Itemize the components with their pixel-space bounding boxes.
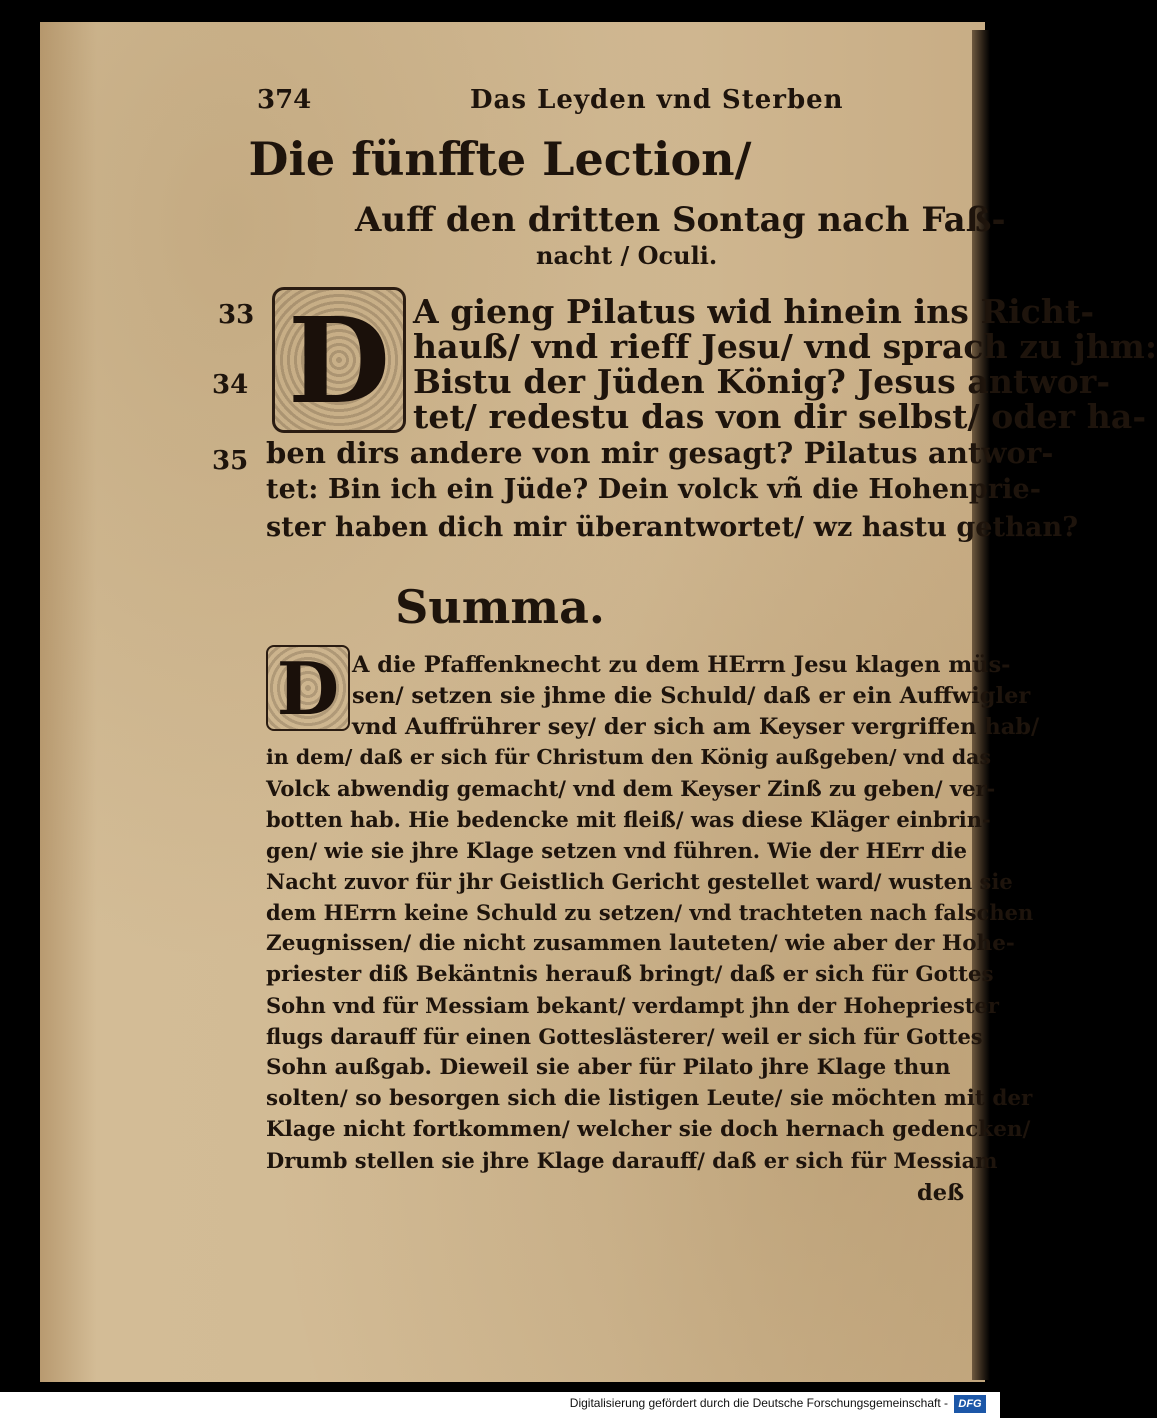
- funding-credit: Digitalisierung gefördert durch die Deutsche Forschungsgemeinschaft -: [569, 1396, 948, 1410]
- summa-text-line: gen/ wie sie jhre Klage setzen vnd führen. Wie der HErr die: [266, 838, 967, 863]
- bible-text-line: hauß/ vnd rieff Jesu/ vnd sprach zu jhm:: [413, 327, 1157, 366]
- summa-text-line: A die Pfaffenknecht zu dem HErrn Jesu klagen müs-: [352, 652, 1011, 678]
- bible-text-line: tet: Bin ich ein Jüde? Dein volck vñ die Hohenprie-: [266, 474, 1042, 505]
- summa-text-line: Zeugnissen/ die nicht zusammen lauteten/ wie aber der Hohe-: [266, 931, 1015, 956]
- lection-subtitle-line-2: nacht / Oculi.: [536, 241, 718, 270]
- decorated-initial: D: [266, 645, 350, 731]
- bible-text-line: ben dirs andere von mir gesagt? Pilatus antwor-: [266, 436, 1054, 470]
- summa-text-line: solten/ so besorgen sich die listigen Leute/ sie möchten mit der: [266, 1086, 1033, 1111]
- bible-text-line: A gieng Pilatus wid hinein ins Richt-: [413, 292, 1095, 331]
- summa-text-line: botten hab. Hie bedencke mit fleiß/ was diese Kläger einbrin-: [266, 807, 991, 832]
- summa-text-line: sen/ setzen sie jhme die Schuld/ daß er ein Auffwigler: [352, 683, 1031, 709]
- bible-text-line: ster haben dich mir überantwortet/ wz hastu gethan?: [266, 512, 1079, 543]
- summa-text-line: Klage nicht fortkommen/ welcher sie doch hernach gedencken/: [266, 1117, 1031, 1142]
- verse-number: 34: [212, 370, 249, 400]
- summa-text-line: Sohn vnd für Messiam bekant/ verdampt jhn der Hohepriester: [266, 993, 999, 1018]
- summa-text-line: vnd Auffrührer sey/ der sich am Keyser vergriffen hab/: [352, 714, 1040, 740]
- summa-text-line: Sohn außgab. Dieweil sie aber für Pilato jhre Klage thun: [266, 1055, 951, 1080]
- summa-heading: Summa.: [395, 580, 605, 634]
- running-title: Das Leyden vnd Sterben: [470, 85, 844, 115]
- summa-text-line: Drumb stellen sie jhre Klage darauff/ daß er sich für Messiam: [266, 1148, 998, 1173]
- catchword: deß: [917, 1180, 965, 1206]
- summa-text-line: Nacht zuvor für jhr Geistlich Gericht gestellet ward/ wusten sie: [266, 869, 1013, 894]
- lection-title: Die fünffte Lection/: [248, 132, 752, 186]
- digitization-footer: [0, 1392, 1000, 1418]
- bible-text-line: tet/ redestu das von dir selbst/ oder ha-: [413, 397, 1147, 436]
- summa-text-line: in dem/ daß er sich für Christum den König außgeben/ vnd das: [266, 745, 992, 769]
- verse-number: 35: [212, 446, 249, 476]
- bible-text-line: Bistu der Jüden König? Jesus antwor-: [413, 362, 1111, 401]
- summa-text-line: priester diß Bekäntnis herauß bringt/ daß er sich für Gottes: [266, 962, 994, 987]
- summa-text-line: Volck abwendig gemacht/ vnd dem Keyser Zinß zu geben/ ver-: [266, 776, 996, 801]
- dfg-logo: DFG: [954, 1395, 986, 1413]
- decorated-initial: D: [272, 287, 406, 433]
- lection-subtitle-line-1: Auff den dritten Sontag nach Faß-: [355, 200, 1006, 240]
- verse-number: 33: [218, 300, 255, 330]
- summa-text-line: flugs darauff für einen Gotteslästerer/ weil er sich für Gottes: [266, 1024, 983, 1049]
- page-number: 374: [257, 85, 312, 115]
- summa-text-line: dem HErrn keine Schuld zu setzen/ vnd trachteten nach falschen: [266, 900, 1034, 925]
